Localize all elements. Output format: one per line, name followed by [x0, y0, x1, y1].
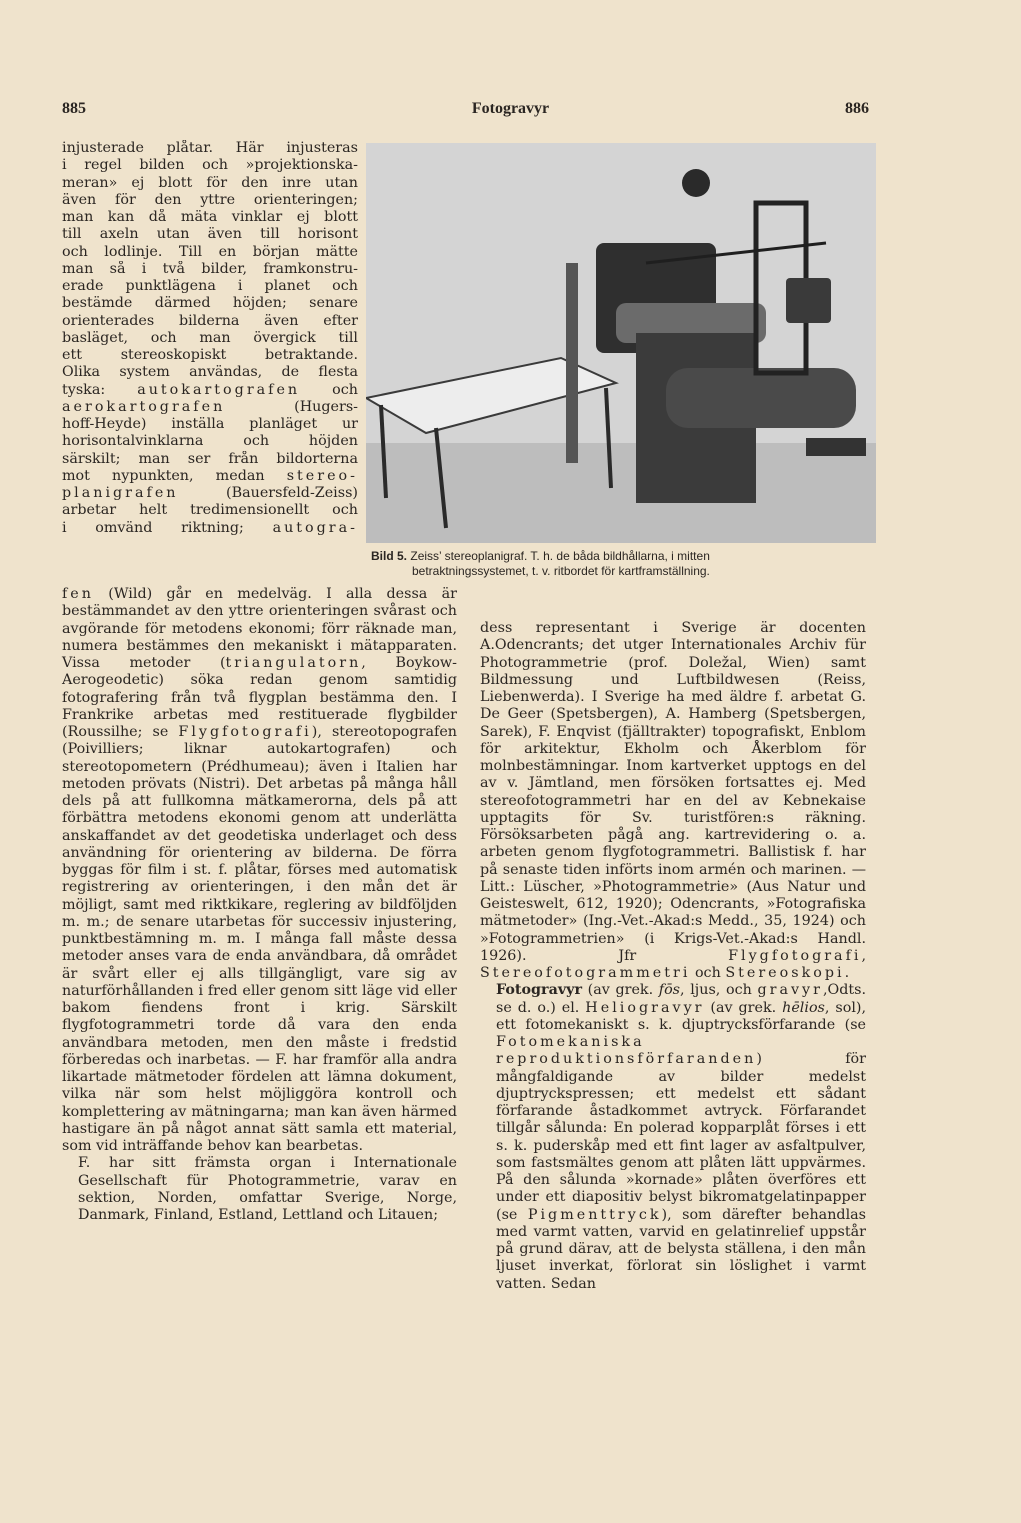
- link-flygfotografi[interactable]: Flygfotografi: [728, 947, 862, 964]
- text-run: mot nypunkten, medan: [62, 467, 287, 484]
- text-line: injusterade plåtar. Här injusteras: [62, 140, 358, 156]
- text-run: ,: [861, 947, 866, 964]
- text-line: arbetar helt tredimensionellt och: [62, 502, 358, 519]
- running-title: Fotogravyr: [471, 100, 550, 117]
- text-run: (av grek.: [581, 982, 659, 999]
- right-column: [480, 620, 866, 1293]
- text-run: ), som därefter behandlas med varmt vatten, varvid en gelatinrelief uppstår på grund därav, att de belysta ställena, i den mån ljuset inverkat, förlorat sin löslighet i varmt vatten. Sedan: [496, 1206, 867, 1292]
- text-line: hoff-Heyde) inställa planläget ur: [62, 416, 358, 432]
- term-aerokartografen: aerokartografen: [62, 398, 226, 415]
- text-line: [62, 399, 358, 416]
- text-run: dess representant i Sverige är docenten A.Odencrants; det utger Internationales Archiv für Photogrammetrie (prof. Doležal, Wien) samt Bildmessung und Luftbildwesen (Reiss, Liebenwerda). I Sverige ha med äldre f. arbetat G. De Geer (Spetsbergen), A. Hamberg (Spetsbergen, Sarek), F. Enqvist (fjälltrakter) topografiskt, Enblom för arkitektur, Ekholm och Åkerblom för molnbestämningar. Inom kartverket upptogs en del av v. Jämtland, men försöken fortsattes ej. Med stereofotogrammetri har en del av Kebnekaise upptagits för Sv. turistfören:s räkning. Försöksarbeten pågå ang. kartrevidering o. a. arbeten genom flygfotogrammetri. Ballistisk f. har på senaste tiden införts inom armén och marinen. — Litt.: Lüscher, »Photogrammetrie» (Aus Natur und Geisteswelt, 612, 1920); Odencrants, »Fotografiska mätmetoder» (Ing.-Vet.-Akad:s Medd., 35, 1924) och »Fotogrammetrien» (i Krigs-Vet.-Akad:s Handl. 1926). Jfr: [480, 620, 866, 964]
- text-run: , ljus, och: [680, 982, 758, 999]
- caption-line-2: betraktningssystemet, t. v. ritbordet för kartframställning.: [412, 564, 710, 578]
- text-line: man så i två bilder, framkonstru-: [62, 260, 358, 277]
- text-run: i omvänd riktning;: [62, 519, 273, 536]
- text-line: basläget, och man övergick till: [62, 329, 358, 346]
- caption-line-1: [371, 549, 871, 564]
- stereoplanigraf-illustration: [366, 143, 876, 543]
- text-line: [62, 485, 358, 502]
- link-stereoskopi[interactable]: Stereoskopi: [725, 965, 845, 981]
- text-run: och: [690, 965, 726, 981]
- greek-word: fōs: [658, 982, 681, 999]
- optical-tube: [666, 368, 856, 428]
- text-line: [62, 468, 358, 485]
- text-run: ) för mångfaldigande av bilder medelst djuptryckspressen; ett medelst ett sådant förfarande åstadkommet avtryck. Förfarandet tillgår sålunda: En polerad kopparplåt förses i ett s. k. puderskåp med ett fint lager av asfaltpulver, som fastsmältes genom att plåten lätt uppvärmes. På den sålunda »kornade» plåten överföres ett under ett diapositiv belyst bikromatgelatinpapper (se: [496, 1051, 866, 1223]
- term-planigrafen: planigrafen: [62, 485, 179, 501]
- text-run: , sol), ett fotomekaniskt s. k. djuptrycksförfarande (se: [496, 999, 867, 1033]
- base-plate: [806, 438, 866, 456]
- text-run: (Bauersfeld-Zeiss): [178, 485, 358, 501]
- paragraph: F. har sitt främsta organ i Internationale Gesellschaft für Photogrammetrie, varav en sektion, Norden, omfattar Sverige, Norge, Danmark, Finland, Estland, Lettland och Litauen;: [78, 1155, 457, 1223]
- greek-word: hēlios: [782, 999, 825, 1016]
- text-run: .: [844, 965, 850, 981]
- page-number-left: 885: [62, 100, 86, 117]
- image-holder: [786, 278, 831, 323]
- text-line: horisontalvinklarna och höjden: [62, 433, 358, 450]
- eyepiece: [682, 169, 710, 197]
- text-line: i regel bilden och »projektionska-: [62, 157, 358, 174]
- photo-stereoplanigraf: [366, 143, 876, 543]
- text-line: erade punktlägena i planet och: [62, 278, 358, 294]
- term-stereo: stereo-: [286, 467, 358, 484]
- caption-text-1: Zeiss’ stereoplanigraf. T. h. de båda bildhållarna, i mitten: [410, 549, 710, 563]
- caption-label: Bild 5.: [371, 549, 408, 563]
- text-run: ), stereotopografen (Poivilliers; liknar autokartografen) och stereotopometern (Prédhumeau); även i Italien har metoden prövats (Nistri). Det arbetas på många håll dels på att fullkomna mätkamerorna, dels på att förbättra metodens ekonomi genom att underlätta anskaffandet av det geodetiska underlaget och dess användning för orientering av bilderna. De förra byggas för film i st. f. plåtar, förses med automatisk registrering av orienteringen, i den mån det är möjligt, samt med riktkikare, reglering av bildföljden m. m.; de senare utarbetas för successiv injustering, punktbestämning m. m. I många fall måste dessa metoder anses vara de enda användbara, då området är svårt eller ej alls tillgängligt, vare sig av naturförhållanden i fred eller genom sitt läge vid eller bakom fiendens front i krig. Särskilt flygfotogrammetri torde då vara den enda användbara metoden, men den måste i fredstid förberedas och inarbetas. — F. har framför alla andra likartade mätmetoder fördelen att lämna dokument, vilka när som helst möjliggöra kontroll och komplettering av mätningarna; man kan även härmed hastigare än på något annat sätt samla ett material, som vid inträffande behov kan bearbetas.: [62, 724, 457, 1154]
- link-fotomekaniska[interactable]: Fotomekaniska reproduktionsförfaranden: [496, 1034, 757, 1068]
- text-line: orienterades bilderna även efter: [62, 312, 358, 329]
- left-column-lower: [62, 586, 457, 1224]
- link-stereofotogrammetri[interactable]: Stereofotogrammetri: [480, 965, 691, 981]
- text-run: och: [300, 381, 358, 398]
- term-autogra: autogra-: [272, 519, 358, 536]
- text-line: särskilt; man ser från bildorterna: [62, 450, 358, 467]
- running-header: [0, 100, 1021, 124]
- text-run: tyska:: [62, 381, 138, 398]
- text-run: (Hugers-: [225, 398, 358, 415]
- text-line: [62, 520, 358, 537]
- text-line: och lodlinje. Till en början mätte: [62, 243, 358, 260]
- term-fen: fen: [62, 586, 94, 602]
- text-run: , se d. o.) el.: [496, 982, 828, 1016]
- link-gravyr[interactable]: gravyr: [757, 982, 823, 999]
- headword: Fotogravyr: [496, 982, 582, 999]
- text-line: ett stereoskopiskt betraktande.: [62, 347, 358, 363]
- text-line: bestämde därmed höjden; senare: [62, 295, 358, 312]
- text-run: (av grek.: [704, 999, 783, 1016]
- text-line: till axeln utan även till horisont: [62, 226, 358, 243]
- term-autokartografen: autokartografen: [137, 381, 301, 398]
- paragraph: [480, 982, 866, 1293]
- figure-caption: [371, 549, 871, 579]
- paragraph: [62, 586, 457, 1155]
- text-run: , Boykow-Aerogeodetic) söka redan genom samtidig fotografering från två flygplan bestämma den. I Frankrike arbetas med restituerade flygbilder (Roussilhe; se: [62, 655, 458, 740]
- link-flygfotografi[interactable]: Flygfotografi: [178, 724, 312, 740]
- author-signature: Odts.: [827, 982, 866, 999]
- page-number-right: 886: [845, 100, 869, 117]
- term-triangulatorn: triangulatorn: [225, 655, 362, 671]
- text-line: meran» ej blott för den inre utan: [62, 174, 358, 191]
- text-line: man kan då mäta vinklar ej blott: [62, 209, 358, 225]
- link-pigmenttryck[interactable]: Pigmenttryck: [527, 1206, 662, 1223]
- text-run: (Wild) går en medelväg. I alla dessa är bestämmandet av den yttre orienteringen svårast och avgörande för metodens ekonomi; förr räknade man, numera bestämmes den mekaniskt i mätapparaten. Vissa metoder (: [62, 586, 457, 671]
- text-line: även för den yttre orienteringen;: [62, 191, 358, 208]
- text-line: [62, 382, 358, 399]
- vertical-rod: [566, 263, 578, 463]
- left-column-upper: [62, 140, 358, 537]
- term-heliogravyr: Heliogravyr: [585, 999, 705, 1016]
- text-line: Olika system användas, de flesta: [62, 364, 358, 381]
